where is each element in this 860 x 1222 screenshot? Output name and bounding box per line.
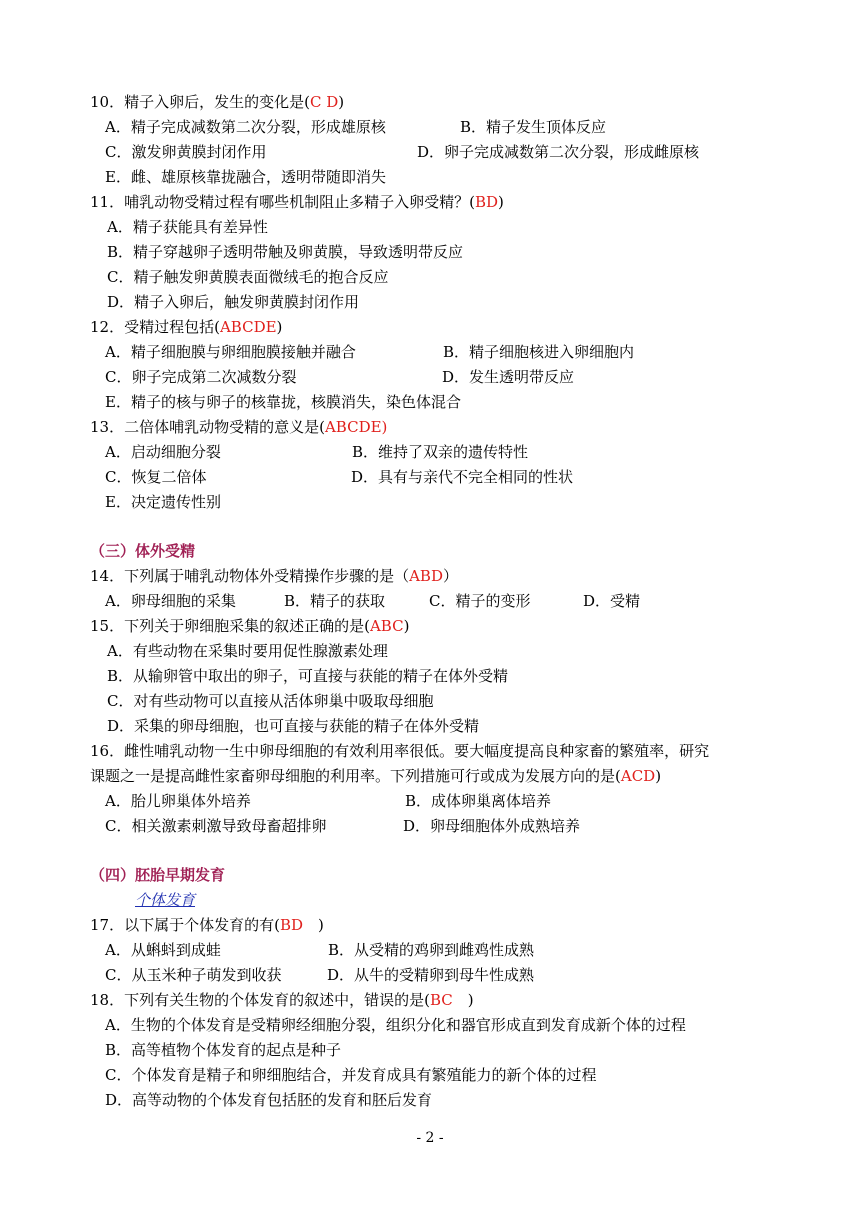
- option-b: B．精子发生顶体反应: [460, 118, 607, 136]
- question-12-stem: [90, 316, 282, 338]
- question-13-stem: [90, 416, 387, 438]
- stem-text: 18．下列有关生物的个体发育的叙述中，错误的是(: [90, 991, 430, 1009]
- question-10-stem: [90, 91, 344, 113]
- option-c: C．激发卵黄膜封闭作用: [105, 143, 267, 161]
- stem-close: ）: [442, 567, 458, 585]
- question-18-option-c: C．个体发育是精子和卵细胞结合，并发育成具有繁殖能力的新个体的过程: [105, 1066, 597, 1084]
- stem-close: ): [452, 991, 474, 1009]
- stem-close: ): [338, 93, 345, 111]
- stem-text: 17．以下属于个体发育的有(: [90, 916, 280, 934]
- stem-close: ): [403, 617, 410, 635]
- question-10-row2: [105, 141, 805, 163]
- subsection-link[interactable]: 个体发育: [135, 891, 196, 909]
- question-17-row1: [105, 939, 805, 961]
- question-14-options: [105, 590, 805, 612]
- stem-text: 课题之一是提高雌性家畜卵母细胞的利用率。下列措施可行或成为发展方向的是(: [90, 767, 621, 785]
- option-b: B．成体卵巢离体培养: [405, 792, 552, 810]
- question-11-option-b: B．精子穿越卵子透明带触及卵黄膜，导致透明带反应: [107, 243, 464, 261]
- option-d: D．受精: [583, 592, 641, 610]
- stem-text: 14．下列属于哺乳动物体外受精操作步骤的是（: [90, 567, 410, 585]
- question-15-stem: [90, 615, 409, 637]
- question-18-stem: [90, 989, 474, 1011]
- option-c: C．恢复二倍体: [105, 468, 207, 486]
- question-16-stem-line1: 16．雌性哺乳动物一生中卵母细胞的有效利用率很低。要大幅度提高良种家畜的繁殖率，研究: [90, 742, 710, 760]
- question-18-option-b: B．高等植物个体发育的起点是种子: [105, 1041, 342, 1059]
- stem-text: 12．受精过程包括(: [90, 318, 220, 336]
- option-c: C．相关激素刺激导致母畜超排卵: [105, 817, 327, 835]
- question-18-option-d: D．高等动物的个体发育包括胚的发育和胚后发育: [105, 1091, 433, 1109]
- option-a: A．启动细胞分裂: [105, 443, 221, 461]
- answer-key: BD: [474, 193, 499, 211]
- option-a: A．精子细胞膜与卵细胞膜接触并融合: [105, 343, 356, 361]
- stem-close: ): [498, 193, 504, 211]
- stem-close: ): [655, 767, 662, 785]
- option-d: D．发生透明带反应: [442, 368, 575, 386]
- question-15-option-d: D．采集的卵母细胞，也可直接与获能的精子在体外受精: [107, 717, 480, 735]
- question-11-option-d: D．精子入卵后，触发卵黄膜封闭作用: [107, 293, 360, 311]
- question-10-row1: [105, 116, 805, 138]
- question-11-option-c: C．精子触发卵黄膜表面微绒毛的抱合反应: [107, 268, 389, 286]
- question-14-stem: [90, 565, 458, 587]
- option-a: A．胎儿卵巢体外培养: [105, 792, 251, 810]
- option-c: C．精子的变形: [429, 592, 531, 610]
- section-heading-3: （三）体外受精: [90, 542, 196, 560]
- question-13-option-e: E．决定遗传性别: [105, 493, 221, 511]
- question-16-stem-line2: [90, 765, 661, 787]
- answer-key: C D: [309, 93, 339, 111]
- question-12-option-e: E．精子的核与卵子的核靠拢，核膜消失，染色体混合: [105, 393, 461, 411]
- option-c: C．从玉米种子萌发到收获: [105, 966, 282, 984]
- stem-close: ): [303, 916, 324, 934]
- answer-key: ACD: [620, 767, 656, 785]
- option-b: B．精子细胞核进入卵细胞内: [443, 343, 635, 361]
- question-15-option-b: B．从输卵管中取出的卵子，可直接与获能的精子在体外受精: [107, 667, 509, 685]
- answer-key: ABCDE): [324, 418, 388, 436]
- stem-text: 11．哺乳动物受精过程有哪些机制阻止多精子入卵受精？(: [90, 193, 475, 211]
- option-b: B．维持了双亲的遗传特性: [352, 443, 529, 461]
- question-18-option-a: A．生物的个体发育是受精卵经细胞分裂，组织分化和器官形成直到发育成新个体的过程: [105, 1016, 686, 1034]
- question-12-row2: [105, 366, 805, 388]
- option-d: D．从牛的受精卵到母牛性成熟: [327, 966, 535, 984]
- question-15-option-a: A．有些动物在采集时要用促性腺激素处理: [107, 642, 388, 660]
- option-d: D．卵母细胞体外成熟培养: [403, 817, 581, 835]
- stem-text: 13．二倍体哺乳动物受精的意义是(: [90, 418, 325, 436]
- question-13-row2: [105, 466, 805, 488]
- option-c: C．卵子完成第二次减数分裂: [105, 368, 297, 386]
- question-11-option-a: A．精子获能具有差异性: [107, 218, 268, 236]
- question-16-row2: [105, 815, 805, 837]
- question-12-row1: [105, 341, 805, 363]
- question-11-stem: [90, 191, 504, 213]
- answer-key: ABCDE: [219, 318, 277, 336]
- answer-key: BD: [279, 916, 304, 934]
- question-17-row2: [105, 964, 805, 986]
- question-13-row1: [105, 441, 805, 463]
- question-16-row1: [105, 790, 805, 812]
- question-10-option-e: E．雌、雄原核靠拢融合，透明带随即消失: [105, 168, 386, 186]
- option-a: A．从蝌蚪到成蛙: [105, 941, 221, 959]
- option-b: B．从受精的鸡卵到雌鸡性成熟: [328, 941, 535, 959]
- option-a: A．卵母细胞的采集: [105, 592, 236, 610]
- option-d: D．具有与亲代不完全相同的性状: [351, 468, 574, 486]
- section-heading-4: （四）胚胎早期发育: [90, 866, 226, 884]
- option-b: B．精子的获取: [284, 592, 386, 610]
- option-d: D．卵子完成减数第二次分裂，形成雌原核: [417, 143, 700, 161]
- answer-key: ABC: [369, 617, 404, 635]
- stem-text: 10．精子入卵后，发生的变化是(: [90, 93, 310, 111]
- page-number: - 2 -: [416, 1130, 444, 1146]
- question-15-option-c: C．对有些动物可以直接从活体卵巢中吸取母细胞: [107, 692, 434, 710]
- option-a: A．精子完成减数第二次分裂，形成雄原核: [105, 118, 386, 136]
- answer-key: BC: [429, 991, 453, 1009]
- stem-text: 15．下列关于卵细胞采集的叙述正确的是(: [90, 617, 370, 635]
- answer-key: ABD: [409, 567, 443, 585]
- stem-close: ): [276, 318, 283, 336]
- question-17-stem: [90, 914, 324, 936]
